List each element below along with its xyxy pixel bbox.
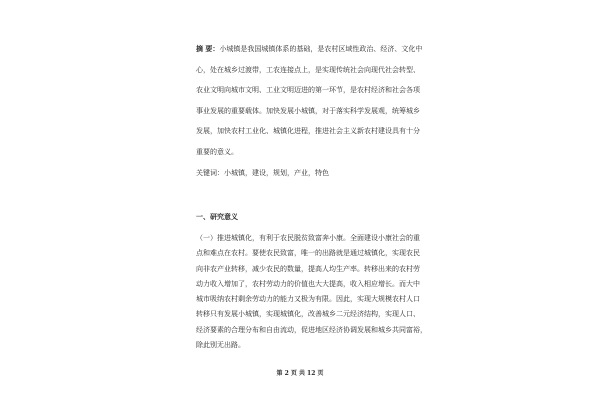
paragraph-line: 转移只有发展小城镇，实现城镇化，改善城乡二元经济结构，实现人口、 (196, 310, 420, 319)
paragraph-line: 点和难点在农村。要使农民致富，唯一的出路就是通过城镇化，实现农民 (196, 249, 420, 258)
section-heading: 一、研究意义 (196, 213, 238, 221)
abstract-line (196, 39, 436, 60)
abstract-section (196, 39, 436, 162)
paragraph-line: 城市吸纳农村剩余劳动力的能力又极为有限。因此，实现大规模农村人口 (196, 295, 420, 304)
abstract-label: 摘 要： (196, 45, 220, 53)
abstract-line: 事业发展的重要载体。加快发展小城镇，对于落实科学发展观，统筹城乡 (196, 106, 420, 115)
paragraph-line: 动力收入增加了，农村劳动力的价值也大大提高，收入相应增长。而大中 (196, 279, 420, 288)
abstract-text: 小城镇是我国城镇体系的基础，是农村区域性政治、经济、文化中 (219, 45, 423, 53)
abstract-line: 农业文明向城市文明、工业文明迈进的第一环节，是农村经济和社会各项 (196, 86, 420, 94)
page-number-footer: 第 2 页 共 12 页 (276, 370, 324, 377)
abstract-line: 重要的意义。 (196, 147, 238, 156)
body-paragraph (196, 231, 436, 353)
abstract-line: 心，处在城乡过渡带，工农连接点上，是实现传统社会向现代社会转型、 (196, 65, 420, 74)
paragraph-line: 向非农产业转移，减少农民的数量，提高人均生产率。转移出来的农村劳 (196, 264, 420, 273)
abstract-line: 发展，加快农村工业化、城镇化进程，推进社会主义新农村建设具有十分 (196, 127, 420, 135)
paragraph-line: 除此别无出路。 (196, 341, 245, 350)
keywords: 关键词：小城镇，建设，规划，产业，特色 (196, 169, 329, 177)
paragraph-line: 经济要素的合理分布和自由流动，促进地区经济协调发展和城乡共同富裕， (196, 325, 427, 334)
paragraph-line: （一）推进城镇化，有利于农民脱贫致富奔小康。全面建设小康社会的重 (196, 234, 420, 242)
